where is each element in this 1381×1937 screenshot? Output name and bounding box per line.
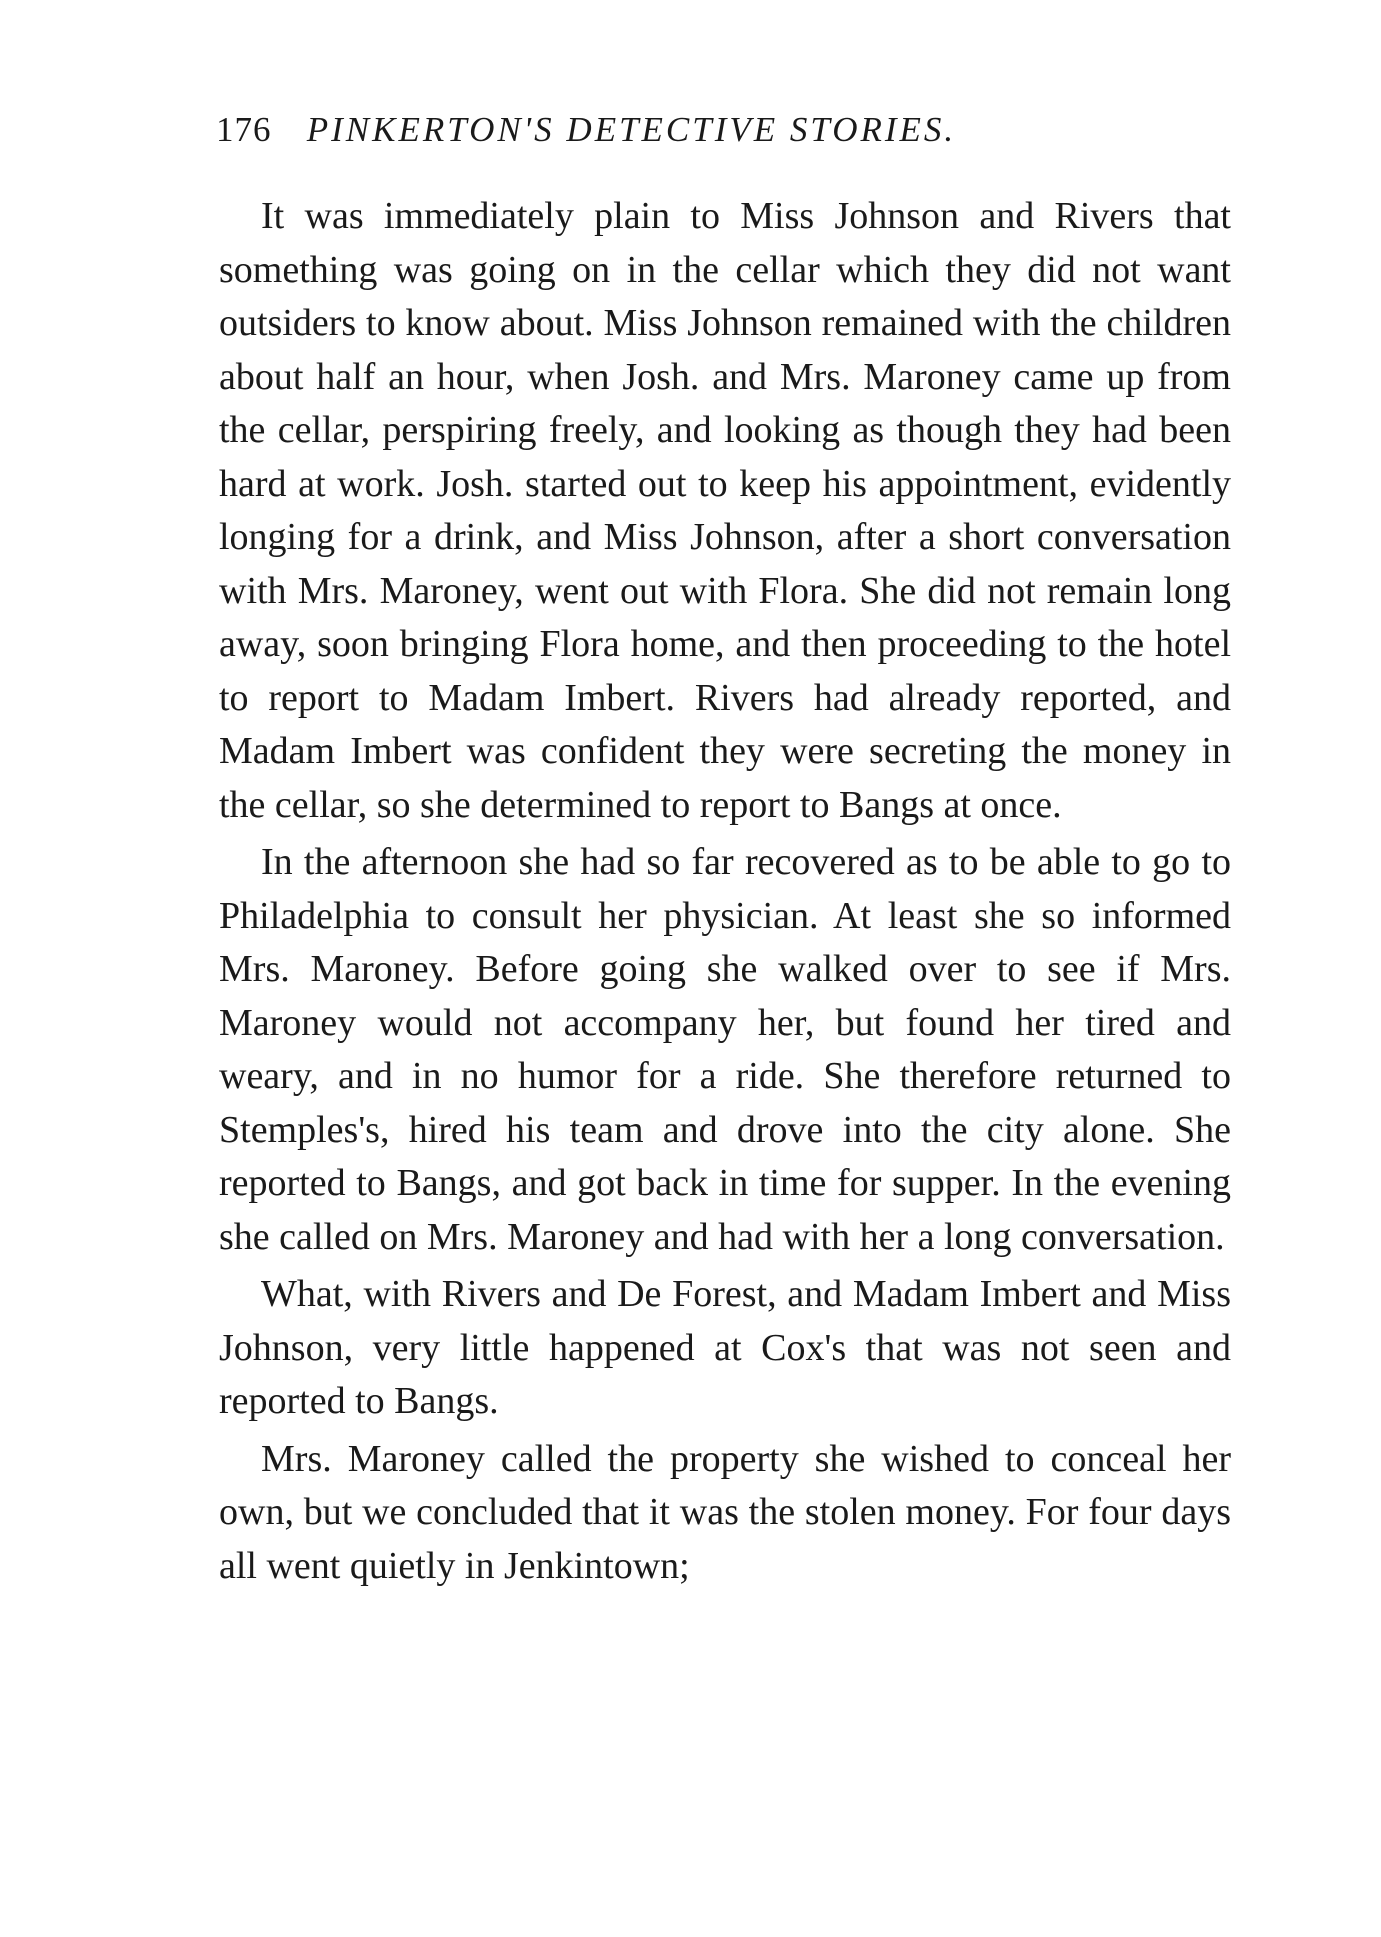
paragraph-cellar-secret: It was immediately plain to Miss Johnson and Rivers that something was going on in the cellar which they did not want outsiders to know about. Miss Johnson remained with the children about half an hour, when Josh. and Mrs. Maroney came up from the cellar, perspiring freely, and looking as though they had been hard at work. Josh. started out to keep his appointment, evidently longing for a drink, and Miss Johnson, after a short conversation with Mrs. Maroney, went out with Flora. She did not remain long away, soon bringing Flora home, and then proceeding to the hotel to report to Madam Imbert. Rivers had already reported, and Madam Imbert was confident they were secreting the money in the cellar, so she determined to report to Bangs at once. — [219, 195, 1231, 826]
body-text — [219, 190, 1231, 1597]
running-head — [216, 108, 1236, 152]
paragraph-stolen-money: Mrs. Maroney called the property she wished to conceal her own, but we concluded that it was the stolen money. For four days all went quietly in Jenkintown; — [219, 1437, 1231, 1587]
running-title: PINKERTON'S DETECTIVE STORIES. — [306, 110, 957, 149]
paragraph-surveillance: What, with Rivers and De Forest, and Madam Imbert and Miss Johnson, very little happened at Cox's that was not seen and reported to Bangs. — [219, 1273, 1231, 1422]
paragraph-afternoon-visit: In the afternoon she had so far recovered as to be able to go to Philadelphia to consult her physician. At least she so informed Mrs. Maroney. Before going she walked over to see if Mrs. Maroney would not accompany her, but found her tired and weary, and in no humor for a ride. She therefore returned to Stemples's, hired his team and drove into the city alone. She reported to Bangs, and got back in time for supper. In the evening she called on Mrs. Maroney and had with her a long conversation. — [219, 841, 1231, 1258]
page-number: 176 — [216, 110, 272, 149]
